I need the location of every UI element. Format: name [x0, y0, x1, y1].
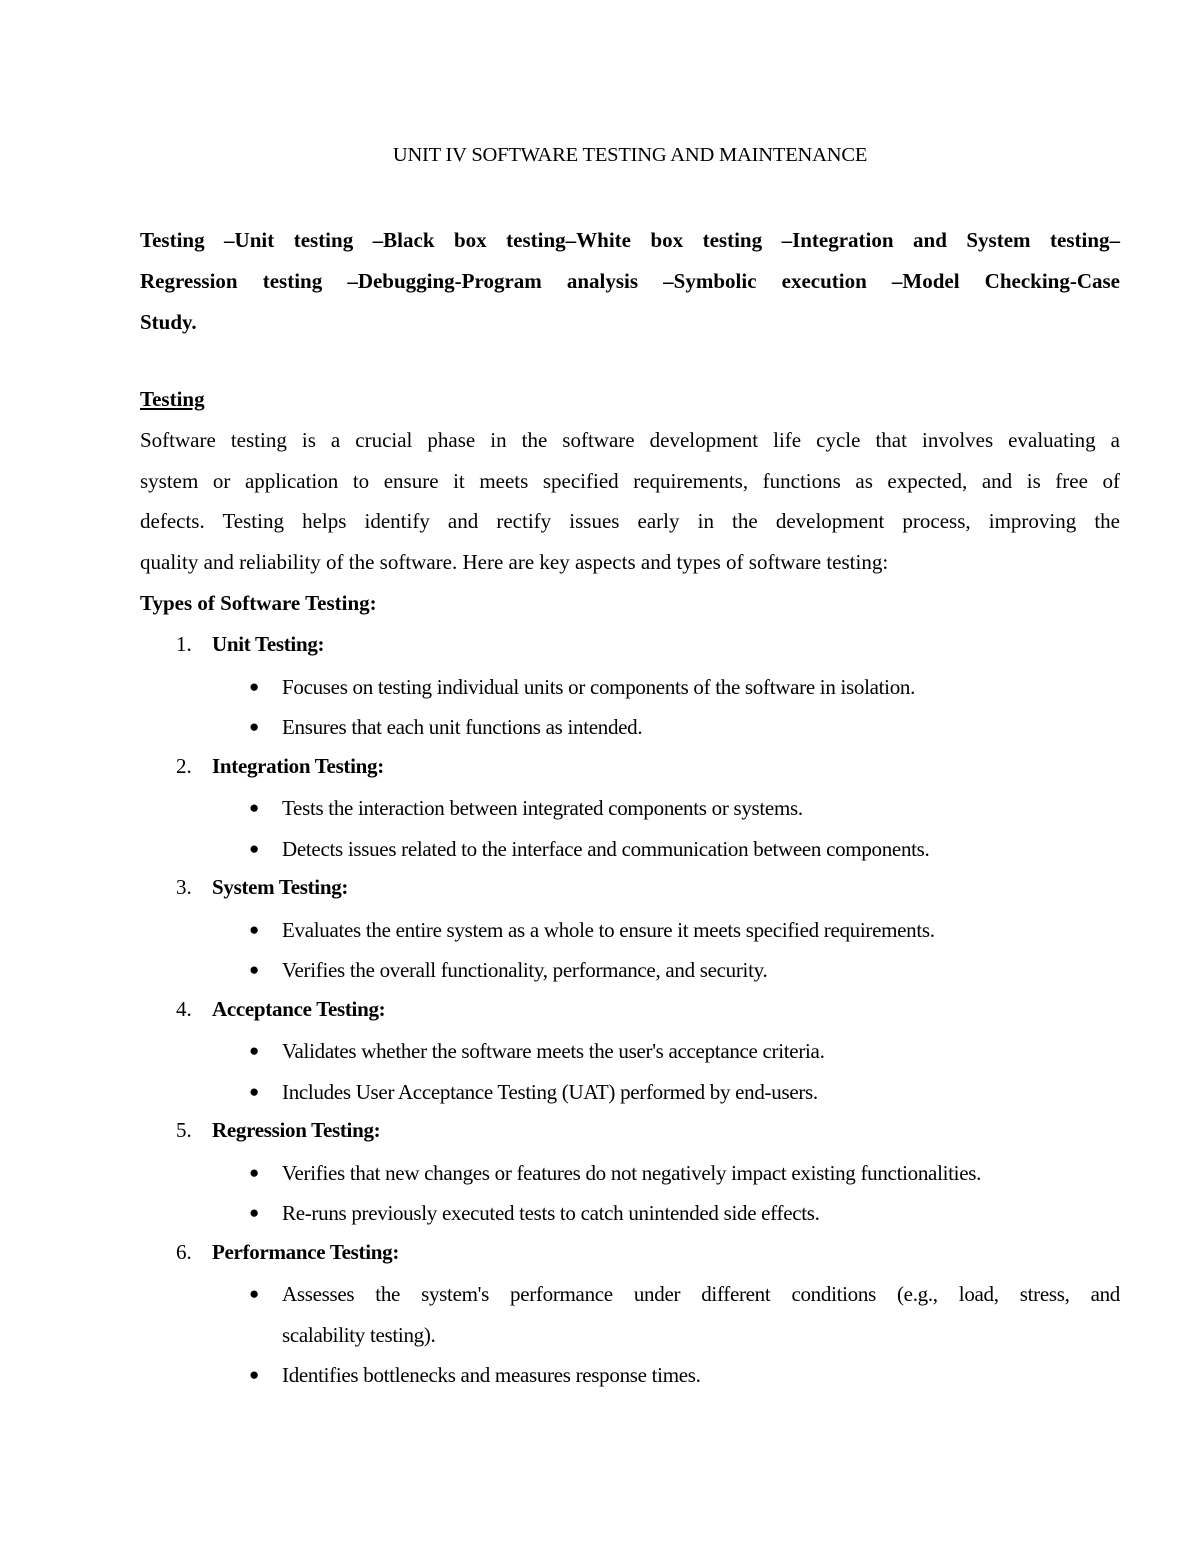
intro-line-2: system or application to ensure it meets specified requirements, functions as expected, and is free of	[140, 468, 1120, 493]
bullet-text: Evaluates the entire system as a whole to ensure it meets specified requirements.	[282, 917, 935, 942]
syllabus-line-3: Study.	[140, 310, 197, 334]
list-number: 1.	[176, 632, 192, 656]
intro-paragraph	[140, 420, 1120, 582]
syllabus-line-2: Regression testing –Debugging-Program analysis –Symbolic execution –Model Checking-Case	[140, 269, 1120, 293]
bullet-icon: ●	[249, 1203, 260, 1222]
bullet-icon: ●	[249, 1081, 260, 1101]
list-item-title: Regression Testing:	[212, 1118, 381, 1142]
section-heading-testing: Testing	[140, 387, 205, 411]
bullet-item	[140, 829, 1120, 870]
bullet-icon: ●	[249, 1162, 260, 1182]
list-item	[140, 991, 1120, 1113]
types-heading: Types of Software Testing:	[140, 591, 377, 615]
list-item-title: Performance Testing:	[212, 1239, 400, 1264]
bullet-item	[140, 667, 1120, 708]
bullet-item	[140, 1355, 1120, 1396]
bullet-icon: ●	[249, 798, 260, 817]
bullet-text: Focuses on testing individual units or components of the software in isolation.	[282, 674, 916, 699]
bullet-item	[140, 707, 1120, 748]
list-number: 4.	[176, 996, 192, 1021]
bullet-text: Includes User Acceptance Testing (UAT) performed by end-users.	[282, 1079, 818, 1104]
syllabus-line-1: Testing –Unit testing –Black box testing–White box testing –Integration and System testing–	[140, 228, 1120, 252]
bullet-icon: ●	[249, 960, 260, 979]
bullet-icon: ●	[249, 919, 260, 939]
intro-line-4: quality and reliability of the software. Here are key aspects and types of software testing:	[140, 549, 889, 574]
syllabus-topics	[140, 220, 1120, 343]
bullet-text: Re-runs previously executed tests to catch unintended side effects.	[282, 1201, 820, 1225]
bullet-text: Validates whether the software meets the user's acceptance criteria.	[282, 1039, 825, 1063]
list-item	[140, 626, 1120, 748]
bullet-item	[140, 1153, 1120, 1194]
bullet-text: Identifies bottlenecks and measures response times.	[282, 1363, 701, 1387]
bullet-text: Verifies that new changes or features do not negatively impact existing functionalities.	[282, 1160, 982, 1185]
bullet-item	[140, 1274, 1120, 1355]
bullet-text: Verifies the overall functionality, performance, and security.	[282, 958, 768, 982]
bullet-icon: ●	[249, 1041, 260, 1060]
list-item-title: Unit Testing:	[212, 632, 325, 656]
list-item	[140, 1234, 1120, 1396]
bullet-item	[140, 788, 1120, 829]
bullet-icon: ●	[249, 676, 260, 696]
bullet-item	[140, 1072, 1120, 1113]
bullet-item	[140, 1031, 1120, 1072]
bullet-text: Ensures that each unit functions as intended.	[282, 715, 643, 739]
intro-line-3: defects. Testing helps identify and rectify issues early in the development process, improving the	[140, 509, 1120, 533]
document-title: UNIT IV SOFTWARE TESTING AND MAINTENANCE	[392, 144, 868, 166]
list-item	[140, 1112, 1120, 1234]
bullet-text-continued: scalability testing).	[282, 1322, 436, 1347]
list-item-title: System Testing:	[212, 875, 349, 899]
bullet-item	[140, 910, 1120, 951]
list-number: 3.	[176, 875, 192, 899]
bullet-item	[140, 1193, 1120, 1234]
list-item	[140, 748, 1120, 870]
bullet-text: Tests the interaction between integrated components or systems.	[282, 796, 803, 820]
list-item-title: Acceptance Testing:	[212, 996, 386, 1021]
bullet-icon: ●	[249, 717, 260, 736]
bullet-text: Assesses the system's performance under different conditions (e.g., load, stress, and	[282, 1282, 1120, 1306]
list-number: 5.	[176, 1118, 192, 1142]
intro-line-1: Software testing is a crucial phase in the software development life cycle that involves evaluating a	[140, 428, 1120, 452]
bullet-icon: ●	[249, 838, 260, 858]
list-number: 6.	[176, 1239, 192, 1264]
list-item-title: Integration Testing:	[212, 753, 384, 778]
list-item	[140, 869, 1120, 991]
bullet-icon: ●	[249, 1365, 260, 1384]
bullet-item	[140, 950, 1120, 991]
testing-types-list	[140, 626, 1120, 1396]
list-number: 2.	[176, 753, 192, 778]
bullet-text: Detects issues related to the interface and communication between components.	[282, 836, 930, 861]
bullet-icon: ●	[249, 1284, 260, 1303]
